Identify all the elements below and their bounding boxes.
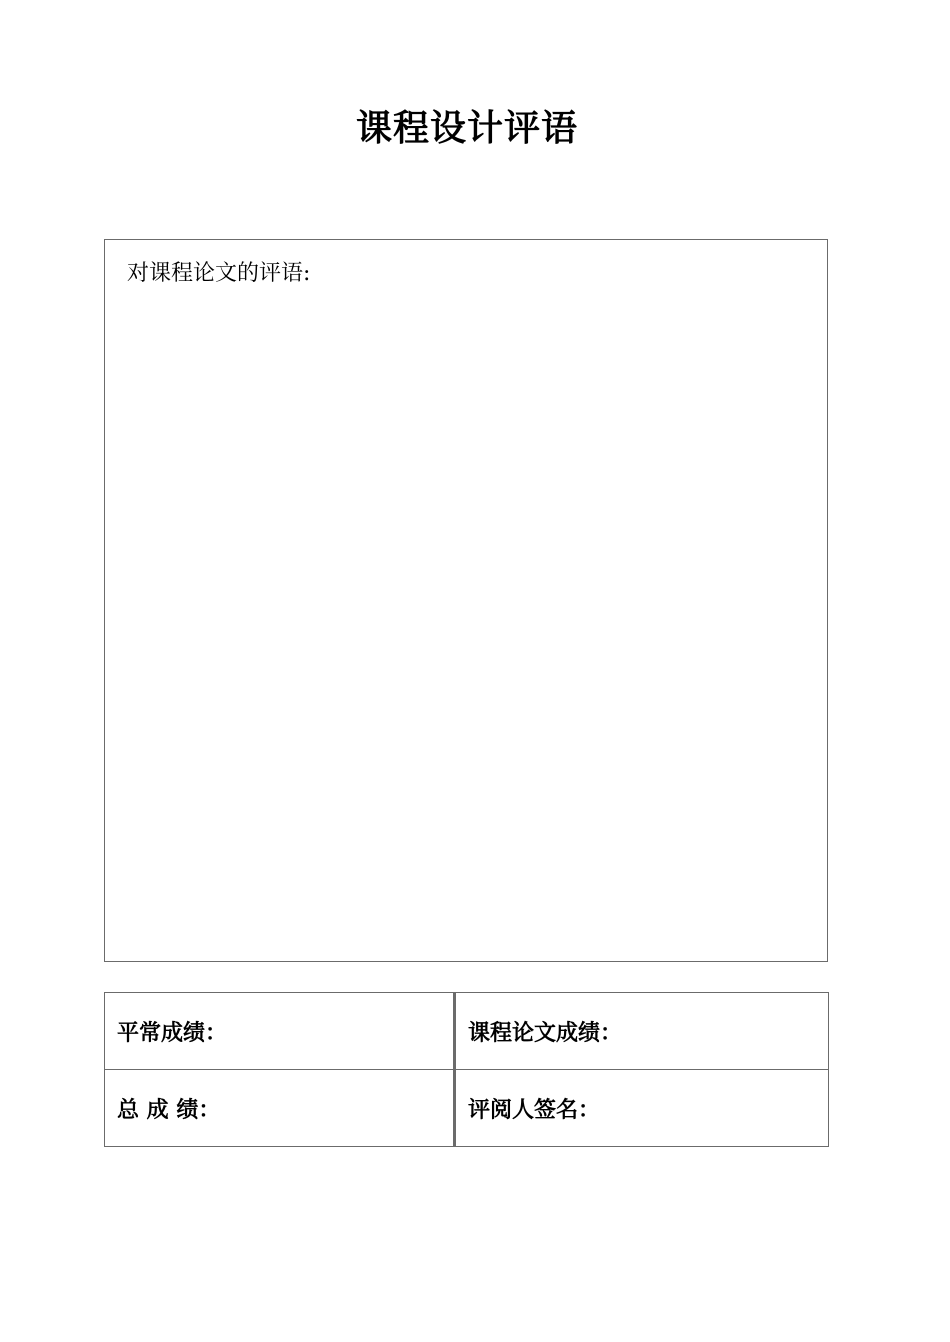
table-row xyxy=(105,993,829,1070)
table-row xyxy=(105,1070,829,1147)
score-table xyxy=(104,992,829,1147)
paper-score-cell: 课程论文成绩： xyxy=(455,993,829,1070)
regular-score-cell: 平常成绩： xyxy=(105,993,455,1070)
page-title: 课程设计评语 xyxy=(355,107,578,149)
reviewer-signature-cell: 评阅人签名： xyxy=(455,1070,829,1147)
total-score-cell: 总 成 绩： xyxy=(105,1070,455,1147)
comment-label: 对课程论文的评语: xyxy=(127,261,311,286)
comment-box xyxy=(104,239,828,962)
